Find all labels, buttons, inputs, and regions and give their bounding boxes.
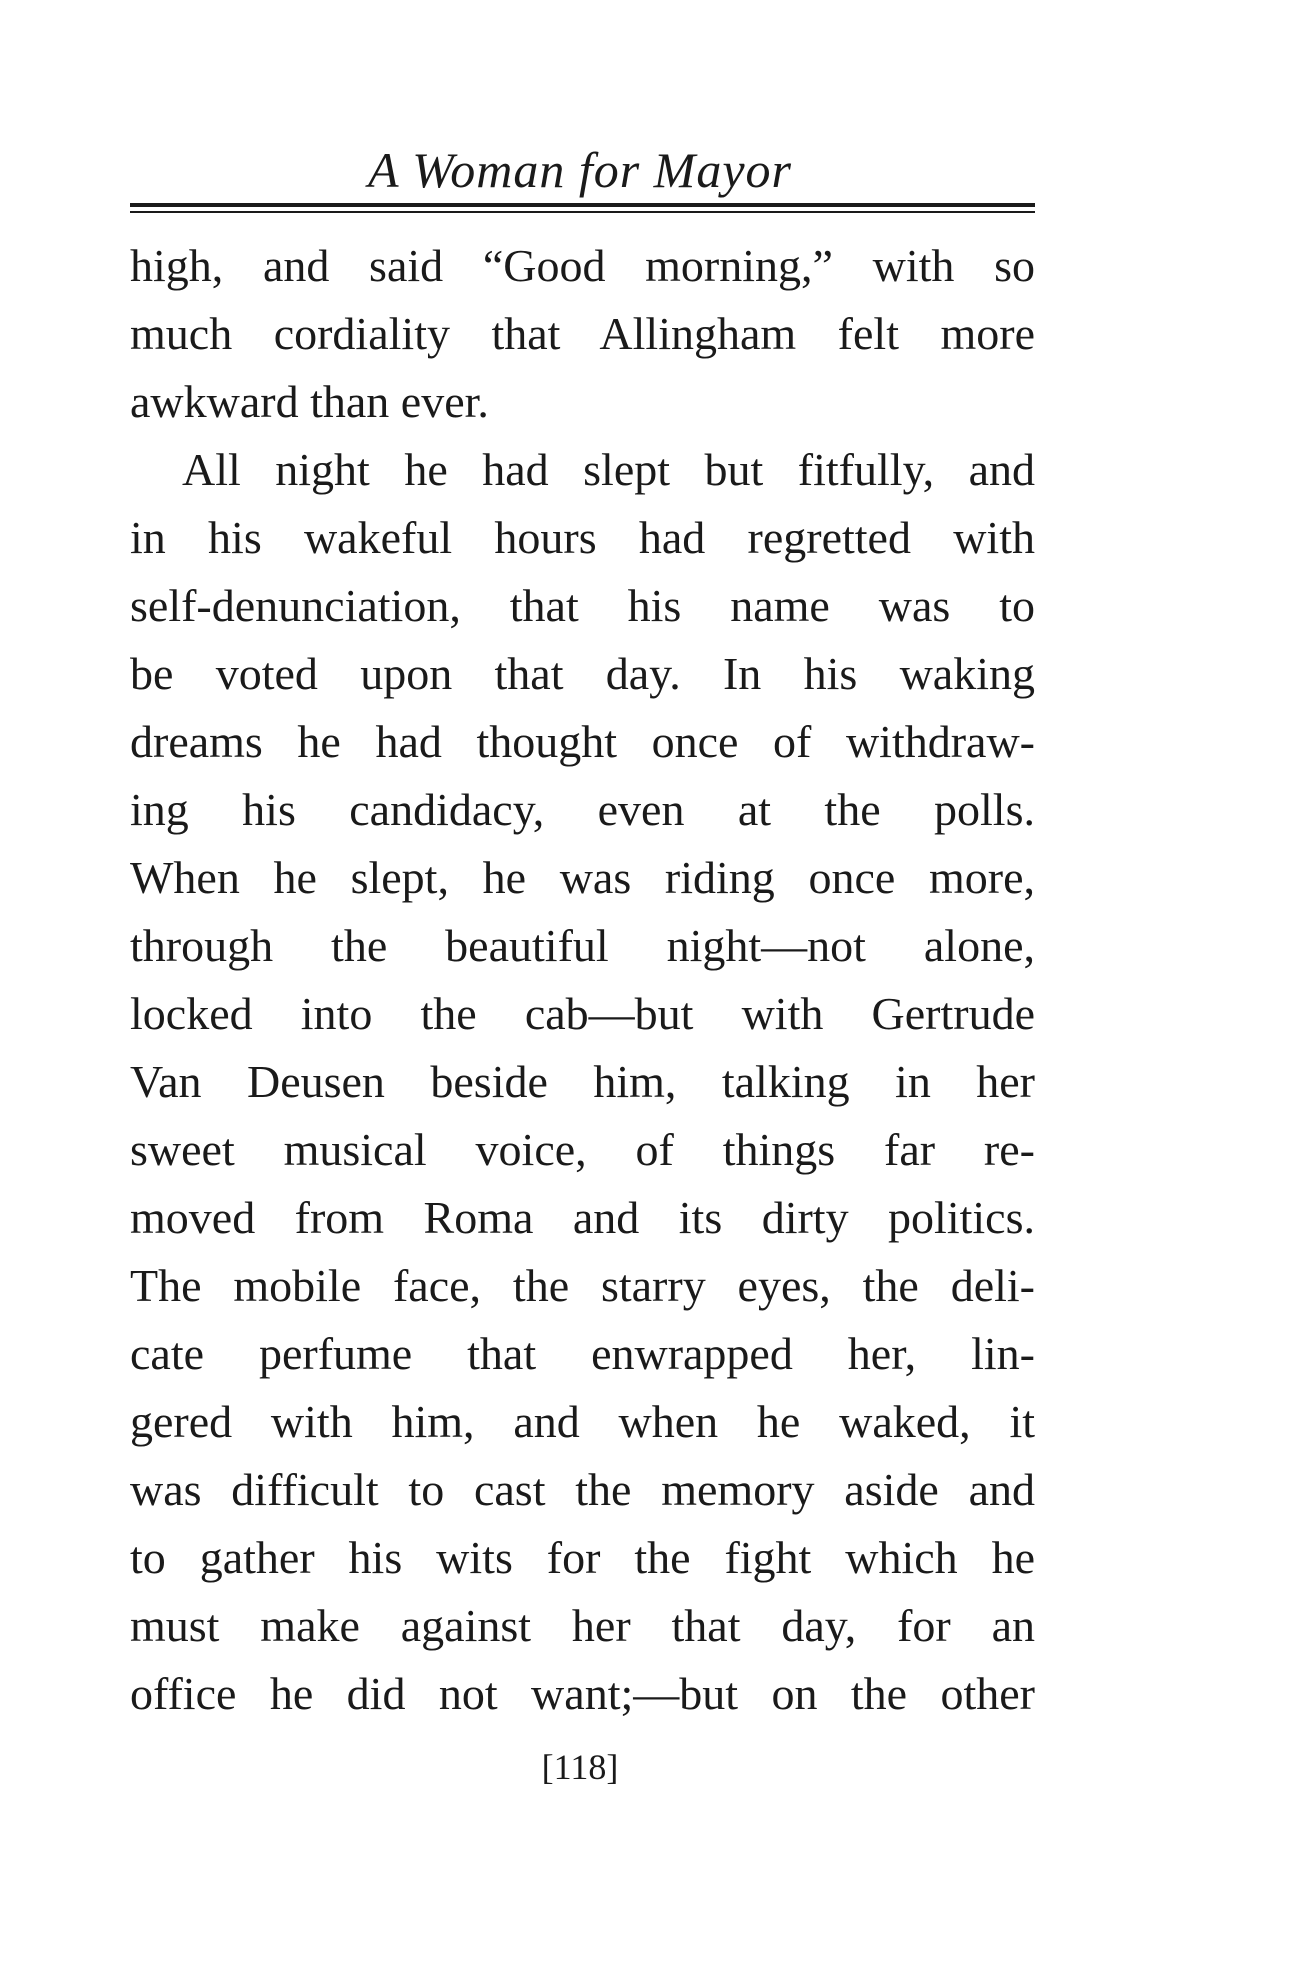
text-line: self-denunciation, that his name was to bbox=[130, 580, 1035, 631]
text-line: high, and said “Good morning,” with so bbox=[130, 240, 1035, 291]
text-line: All night he had slept but fitfully, and bbox=[182, 444, 1035, 495]
body-text bbox=[130, 232, 1035, 1728]
text-line: When he slept, he was riding once more, bbox=[130, 852, 1035, 903]
text-line: to gather his wits for the fight which he bbox=[130, 1532, 1035, 1583]
text-line: locked into the cab—but with Gertrude bbox=[130, 988, 1035, 1039]
text-line: moved from Roma and its dirty politics. bbox=[130, 1192, 1035, 1243]
page-number: [118] bbox=[541, 1747, 619, 1787]
text-line: dreams he had thought once of withdraw- bbox=[130, 716, 1035, 767]
text-line: gered with him, and when he waked, it bbox=[130, 1396, 1035, 1447]
running-head: A Woman for Mayor bbox=[368, 142, 792, 198]
text-line: through the beautiful night—not alone, bbox=[130, 920, 1035, 971]
text-line: The mobile face, the starry eyes, the deli- bbox=[130, 1260, 1035, 1311]
header-rule-thick bbox=[130, 203, 1035, 207]
text-line: in his wakeful hours had regretted with bbox=[130, 512, 1035, 563]
text-line: Van Deusen beside him, talking in her bbox=[130, 1056, 1035, 1107]
text-line: awkward than ever. bbox=[130, 376, 489, 427]
text-line: sweet musical voice, of things far re- bbox=[130, 1124, 1035, 1175]
text-line: ing his candidacy, even at the polls. bbox=[130, 784, 1035, 835]
header-rule-thin bbox=[130, 211, 1035, 213]
text-line: was difficult to cast the memory aside and bbox=[130, 1464, 1035, 1515]
text-line: cate perfume that enwrapped her, lin- bbox=[130, 1328, 1035, 1379]
text-line: office he did not want;—but on the other bbox=[130, 1668, 1035, 1719]
text-line: be voted upon that day. In his waking bbox=[130, 648, 1035, 699]
text-line: must make against her that day, for an bbox=[130, 1600, 1035, 1651]
text-line: much cordiality that Allingham felt more bbox=[130, 308, 1035, 359]
